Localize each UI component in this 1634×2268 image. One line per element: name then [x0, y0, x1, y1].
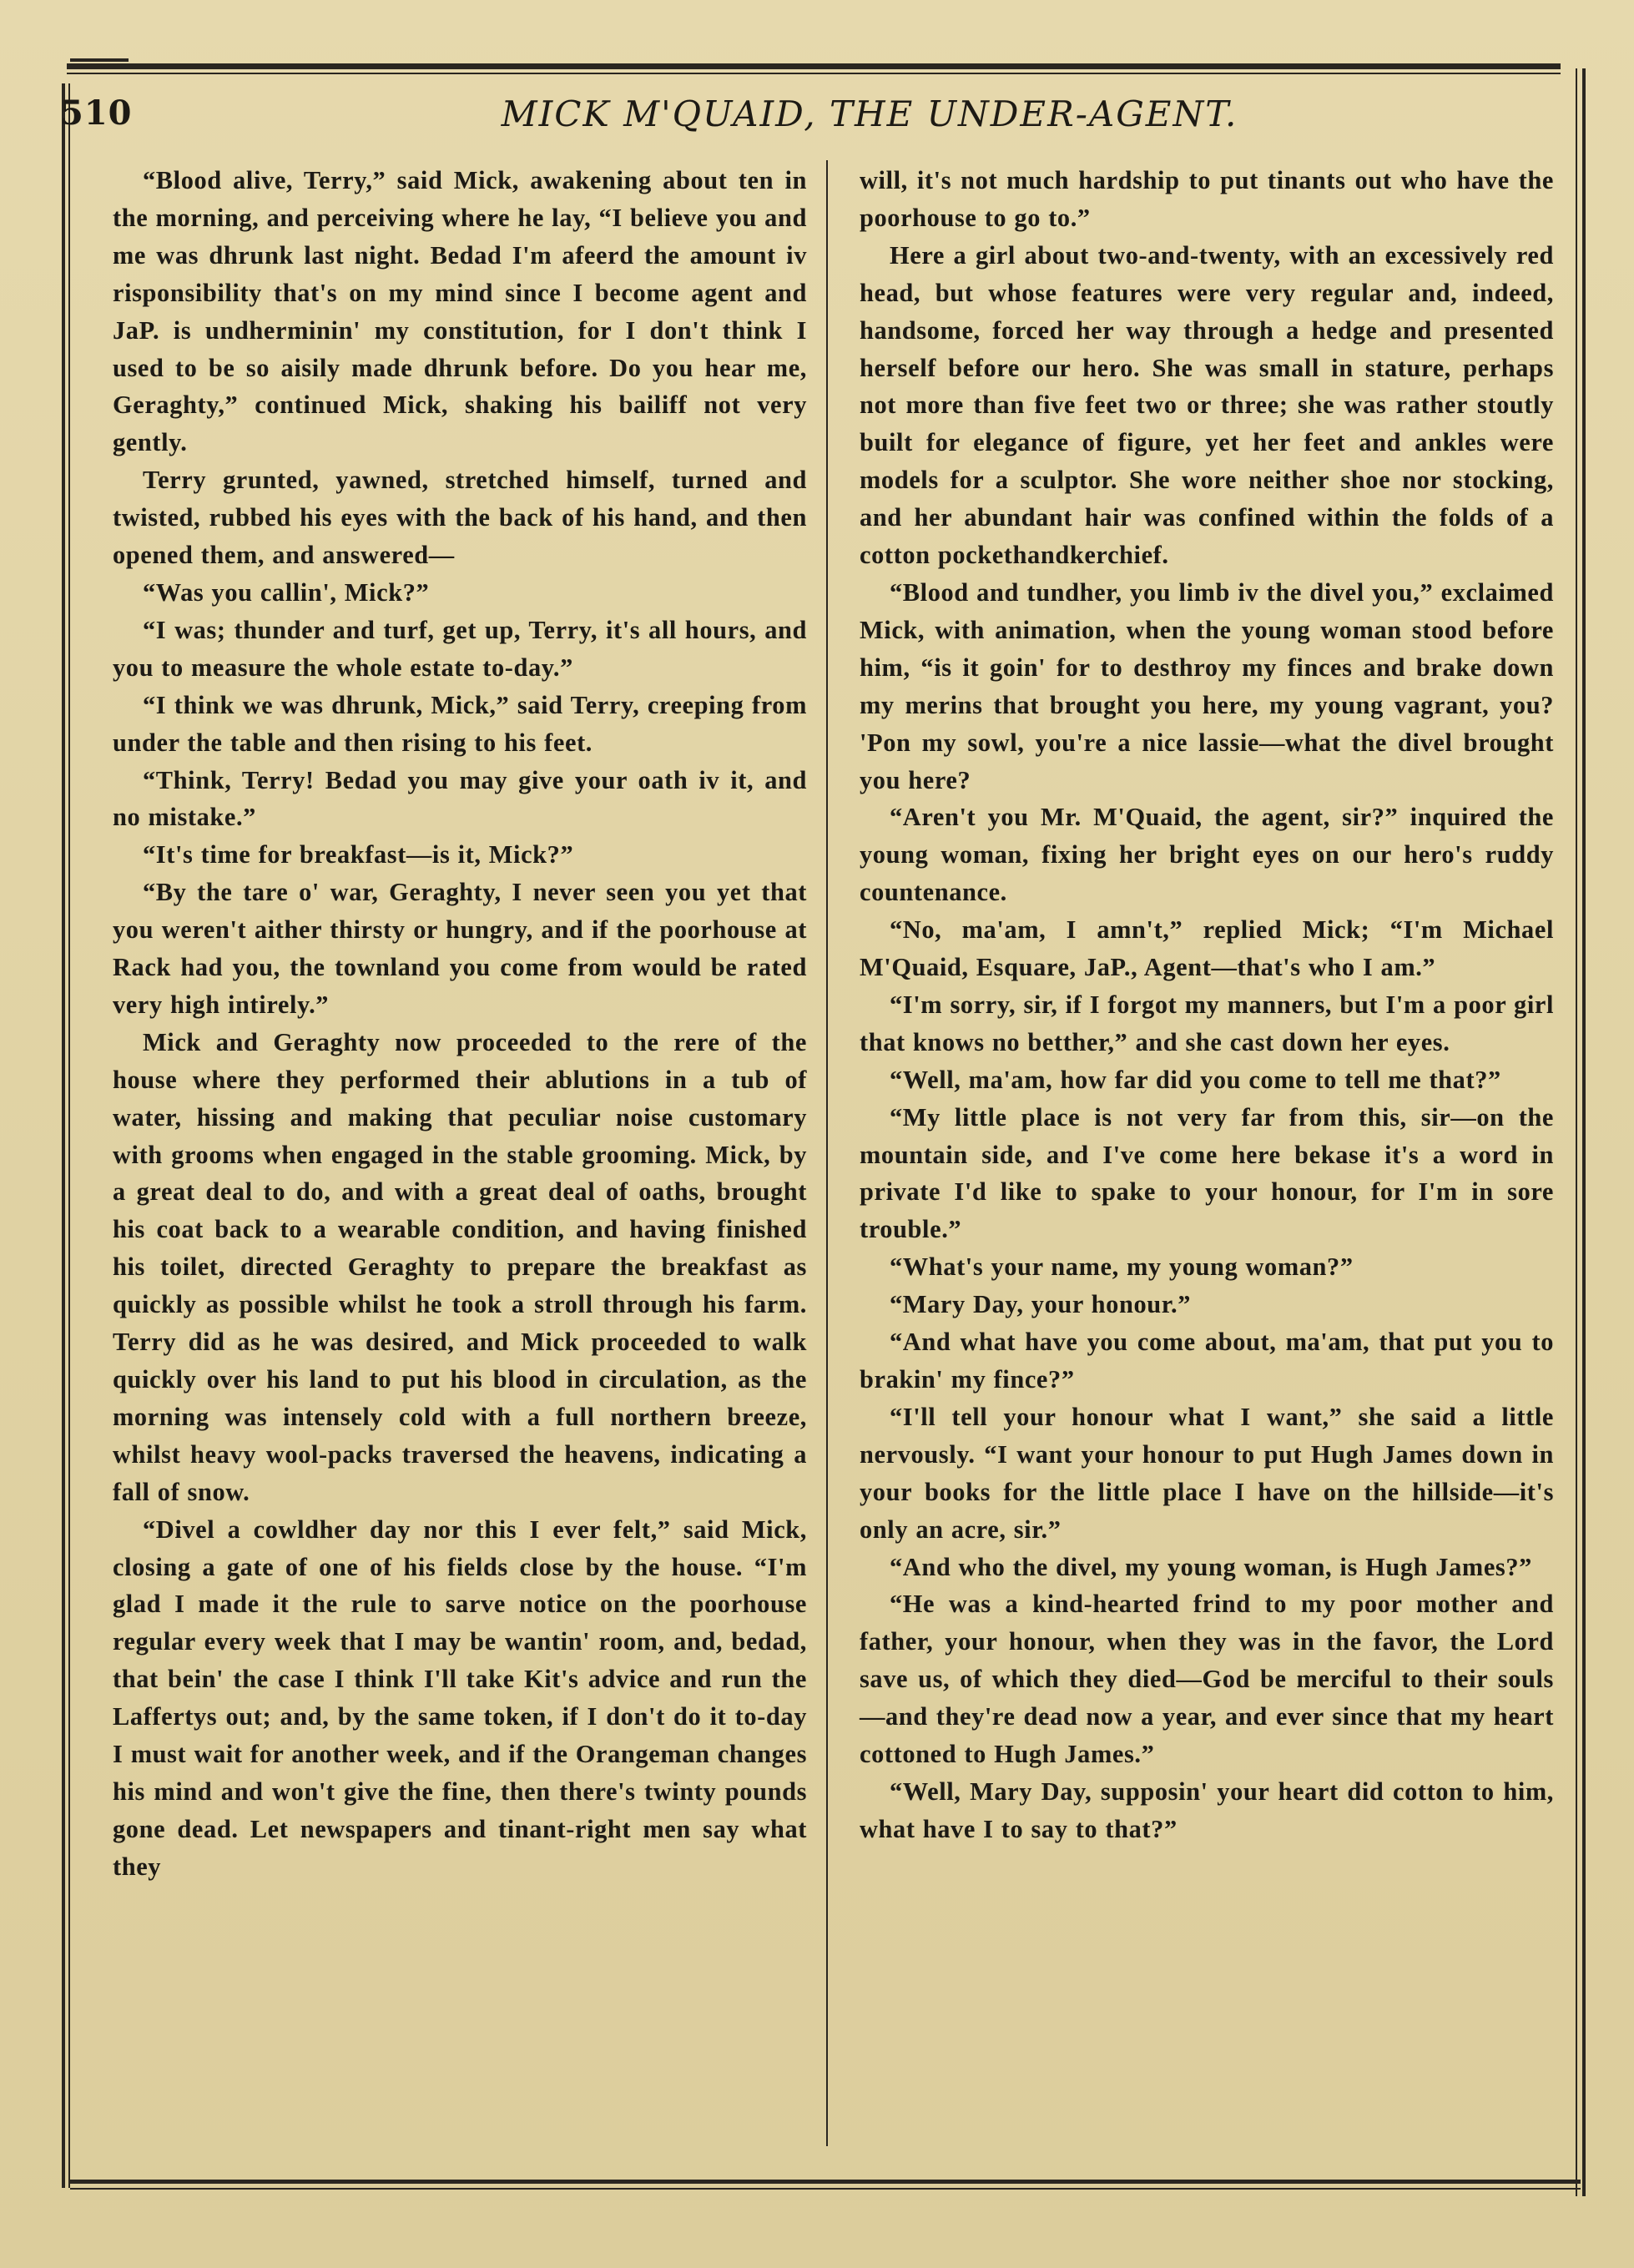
- paragraph: “Aren't you Mr. M'Quaid, the agent, sir?” inquired the young woman, fixing her bright eyes on our hero's ruddy countenance.: [860, 803, 1554, 907]
- paragraph: “Was you callin', Mick?”: [143, 577, 430, 607]
- paragraph: “Blood and tundher, you limb iv the divel you,” exclaimed Mick, with animation, when the young woman stood before him, “is it goin' for to desthroy my finces and brake down my merins that brought you here, my young vagrant, you? 'Pon my sowl, you're a nice lassie—what the divel brought you here?: [860, 577, 1554, 794]
- right-frame-inner: [1576, 68, 1577, 2196]
- paragraph: “It's time for breakfast—is it, Mick?”: [143, 840, 574, 869]
- right-text-column: [860, 162, 1554, 1848]
- paragraph: “I think we was dhrunk, Mick,” said Terry, creeping from under the table and then rising to his feet.: [113, 690, 807, 757]
- paragraph: “He was a kind-hearted frind to my poor mother and father, your honour, when they was in the favor, the Lord save us, of which they died—God be merciful to their souls—and they're dead now a year, and ever since that my heart cottoned to Hugh James.”: [860, 1590, 1554, 1769]
- paragraph: Here a girl about two-and-twenty, with an excessively red head, but whose features were very regular and, indeed, handsome, forced her way through a hedge and presented herself before our hero. She was small in stature, perhaps not more than five feet two or three; she was rather stoutly built for elegance of figure, yet her feet and ankles were models for a sculptor. She wore neither shoe nor stocking, and her abundant hair was confined within the folds of a cotton pockethandkerchief.: [860, 240, 1554, 570]
- running-title: MICK M'QUAID, THE UNDER-AGENT.: [501, 93, 1238, 134]
- page-number: 510: [60, 93, 133, 133]
- paragraph: Mick and Geraghty now proceeded to the rere of the house where they performed their ablutions in a tub of water, hissing and making that peculiar noise customary with grooms when engaged in the stable grooming. Mick, by a great deal to do, and with a great deal of oaths, brought his coat back to a wearable condition, and having finished his toilet, directed Geraghty to prepare the breakfast as quickly as possible whilst he took a stroll through his farm. Terry did as he was desired, and Mick proceeded to walk quickly over his land to put his blood in circulation, as the morning was intensely cold with a full northern breeze, whilst heavy wool-packs traversed the heavens, indicating a fall of snow.: [113, 1027, 807, 1506]
- paragraph: “Divel a cowldher day nor this I ever felt,” said Mick, closing a gate of one of his fields close by the house. “I'm glad I made it the rule to sarve notice on the poorhouse regular every week that I may be wantin' room, and, bedad, that bein' the case I think I'll take Kit's advice and run the Laffertys out; and, by the same token, if I don't do it to-day I must wait for another week, and if the Orangeman changes his mind and won't give the fine, then there's twinty pounds gone dead. Let newspapers and tinant-right men say what they: [113, 1515, 807, 1881]
- paragraph: “Well, ma'am, how far did you come to tell me that?”: [890, 1065, 1501, 1094]
- paragraph: “I'll tell your honour what I want,” she said a little nervously. “I want your honour to put Hugh James down in your books for the little place I have on the hillside—it's only an acre, sir.”: [860, 1402, 1554, 1544]
- page-header: [60, 88, 1579, 139]
- paragraph: “Well, Mary Day, supposin' your heart did cotton to him, what have I to say to that?”: [860, 1777, 1554, 1843]
- paragraph: “What's your name, my young woman?”: [890, 1252, 1354, 1282]
- paragraph: “Mary Day, your honour.”: [890, 1290, 1192, 1319]
- paragraph: “And who the divel, my young woman, is Hugh James?”: [890, 1552, 1532, 1581]
- paragraph: “By the tare o' war, Geraghty, I never seen you yet that you weren't aither thirsty or hungry, and if the poorhouse at Rack had you, the townland you come from would be rated very high intirely.”: [113, 878, 807, 1019]
- top-rule-thin: [67, 73, 1561, 74]
- top-rule-ornament: [70, 58, 129, 62]
- left-text-column: [113, 162, 807, 1886]
- bottom-rule-thick: [70, 2180, 1581, 2184]
- paragraph: “Think, Terry! Bedad you may give your oath iv it, and no mistake.”: [113, 765, 807, 832]
- paragraph: “Blood alive, Terry,” said Mick, awakening about ten in the morning, and perceiving where he lay, “I believe you and me was dhrunk last night. Bedad I'm afeerd the amount iv risponsibility that's on my mind since I become agent and JaP. is undherminin' my constitution, for I don't think I used to be so aisily made dhrunk before. Do you hear me, Geraghty,” continued Mick, shaking his bailiff not very gently.: [113, 166, 807, 457]
- paragraph: “No, ma'am, I amn't,” replied Mick; “I'm Michael M'Quaid, Esquare, JaP., Agent—that's who I am.”: [860, 915, 1554, 982]
- paragraph: “I was; thunder and turf, get up, Terry, it's all hours, and you to measure the whole estate to-day.”: [113, 615, 807, 682]
- paragraph-continued: will, it's not much hardship to put tinants out who have the poorhouse to go to.”: [860, 166, 1554, 232]
- paragraph: “I'm sorry, sir, if I forgot my manners, but I'm a poor girl that knows no betther,” and she cast down her eyes.: [860, 990, 1554, 1056]
- right-frame-outer: [1582, 68, 1586, 2196]
- left-frame-outer: [62, 83, 65, 2188]
- paragraph: Terry grunted, yawned, stretched himself, turned and twisted, rubbed his eyes with the back of his hand, and then opened them, and answered—: [113, 466, 807, 570]
- bottom-rule-thin: [70, 2188, 1581, 2190]
- paragraph: “My little place is not very far from this, sir—on the mountain side, and I've come here bekase it's a word in private I'd like to spake to your honour, for I'm in sore trouble.”: [860, 1102, 1554, 1244]
- column-divider: [826, 160, 828, 2146]
- paragraph: “And what have you come about, ma'am, that put you to brakin' my fince?”: [860, 1328, 1554, 1394]
- left-frame-inner: [68, 83, 70, 2188]
- top-rule-thick: [67, 63, 1561, 69]
